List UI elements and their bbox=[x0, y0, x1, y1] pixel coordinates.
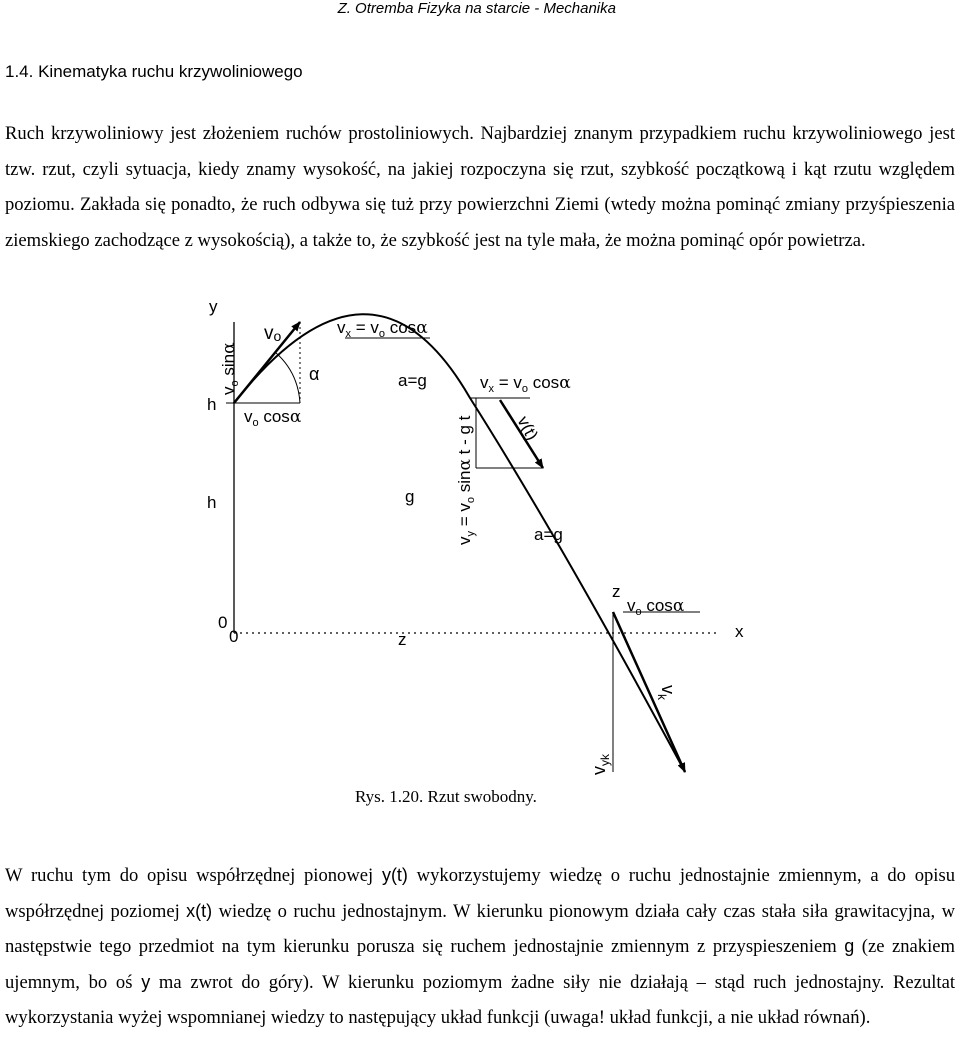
body-text-2: wykorzystujemy wiedzę o ruchu jednostajnie zmiennym, a do opisu współrzędnej poziomej bbox=[5, 865, 956, 922]
body-text-1: W ruchu tym do opisu współrzędnej pionowej bbox=[5, 865, 382, 886]
x-axis-label: x bbox=[735, 622, 744, 641]
section-title: 1.4. Kinematyka ruchu krzywoliniowego bbox=[5, 62, 303, 81]
body-text-4: (ze znakiem ujemnym, bo oś bbox=[5, 936, 955, 993]
h-top-label: h bbox=[207, 395, 217, 414]
g-label: g bbox=[405, 487, 415, 506]
a-eq-g-bottom-label: a=g bbox=[534, 525, 563, 544]
a-eq-g-top-label: a=g bbox=[398, 371, 427, 390]
figure-caption: Rys. 1.20. Rzut swobodny. bbox=[355, 787, 537, 806]
origin-y-label: 0 bbox=[218, 613, 228, 632]
vo-sin-label: $v_o$ sinα bbox=[219, 342, 241, 395]
vx-top-label: $v_x = v_o$ cosα bbox=[337, 318, 428, 340]
x-of-t: x(t) bbox=[186, 900, 213, 921]
body-paragraph bbox=[5, 858, 955, 1036]
origin-x-label: 0 bbox=[229, 627, 239, 646]
z-top-label: z bbox=[612, 582, 621, 601]
h-mid-label: h bbox=[207, 493, 217, 512]
vyk-label: $v_{yk}$ bbox=[589, 754, 612, 775]
body-text-3: wiedzę o ruchu jednostajnym. W kierunku pionowym działa cały czas stała siła grawitacyjna, w następstwie tego przedmiot na tym kierunku porusza się ruchem jednostajnie zmiennym z przyspieszeniem bbox=[5, 900, 955, 957]
z-bottom-label: z bbox=[398, 630, 407, 649]
g-symbol: g bbox=[844, 936, 855, 956]
vo-cos-label: $v_o$ cosα bbox=[244, 407, 302, 429]
intro-paragraph: Ruch krzywoliniowy jest złożeniem ruchów prostoliniowych. Najbardziej znanym przypadkiem ruchu krzywoliniowego jest tzw. rzut, czyli sytuacja, kiedy znamy wysokość, na jakiej rozpoczyna się rzut, szybkość początkową i kąt rzutu względem poziomu. Zakłada się ponadto, że ruch odbywa się tuż przy powierzchni Ziemi (wtedy można pominąć zmiany przyśpieszenia ziemskiego zachodzące z wysokością), a także to, że szybkość jest na tyle mała, że można pominąć opór powietrza. bbox=[5, 123, 955, 251]
vo-cos-low-label: $v_o$ cosα bbox=[627, 596, 685, 618]
vy-label: $v_y = v_o$ sinα t - g t bbox=[455, 415, 477, 545]
vt-label: v(t) bbox=[513, 412, 542, 444]
body-text-5: ma zwrot do góry). W kierunku poziomym żadne siły nie działają – stąd ruch jednostajny. Rezultat wykorzystania wyżej wspomnianej wiedzy to następujący układ funkcji (uwaga! układ funkcji, a nie układ równań). bbox=[5, 971, 955, 1028]
v0-label: vo bbox=[264, 323, 282, 344]
vk-label: $v_k$ bbox=[655, 685, 678, 700]
y-of-t: y(t) bbox=[381, 865, 408, 885]
vx-mid-label: $v_x = v_o$ cosα bbox=[480, 373, 571, 395]
angle-arc bbox=[275, 352, 300, 403]
y-axis-label: y bbox=[209, 297, 218, 316]
alpha-label: α bbox=[309, 364, 320, 384]
running-header: Z. Otremba Fizyka na starcie - Mechanika bbox=[337, 0, 616, 17]
y-symbol: y bbox=[141, 971, 151, 992]
projectile-figure bbox=[0, 292, 960, 792]
